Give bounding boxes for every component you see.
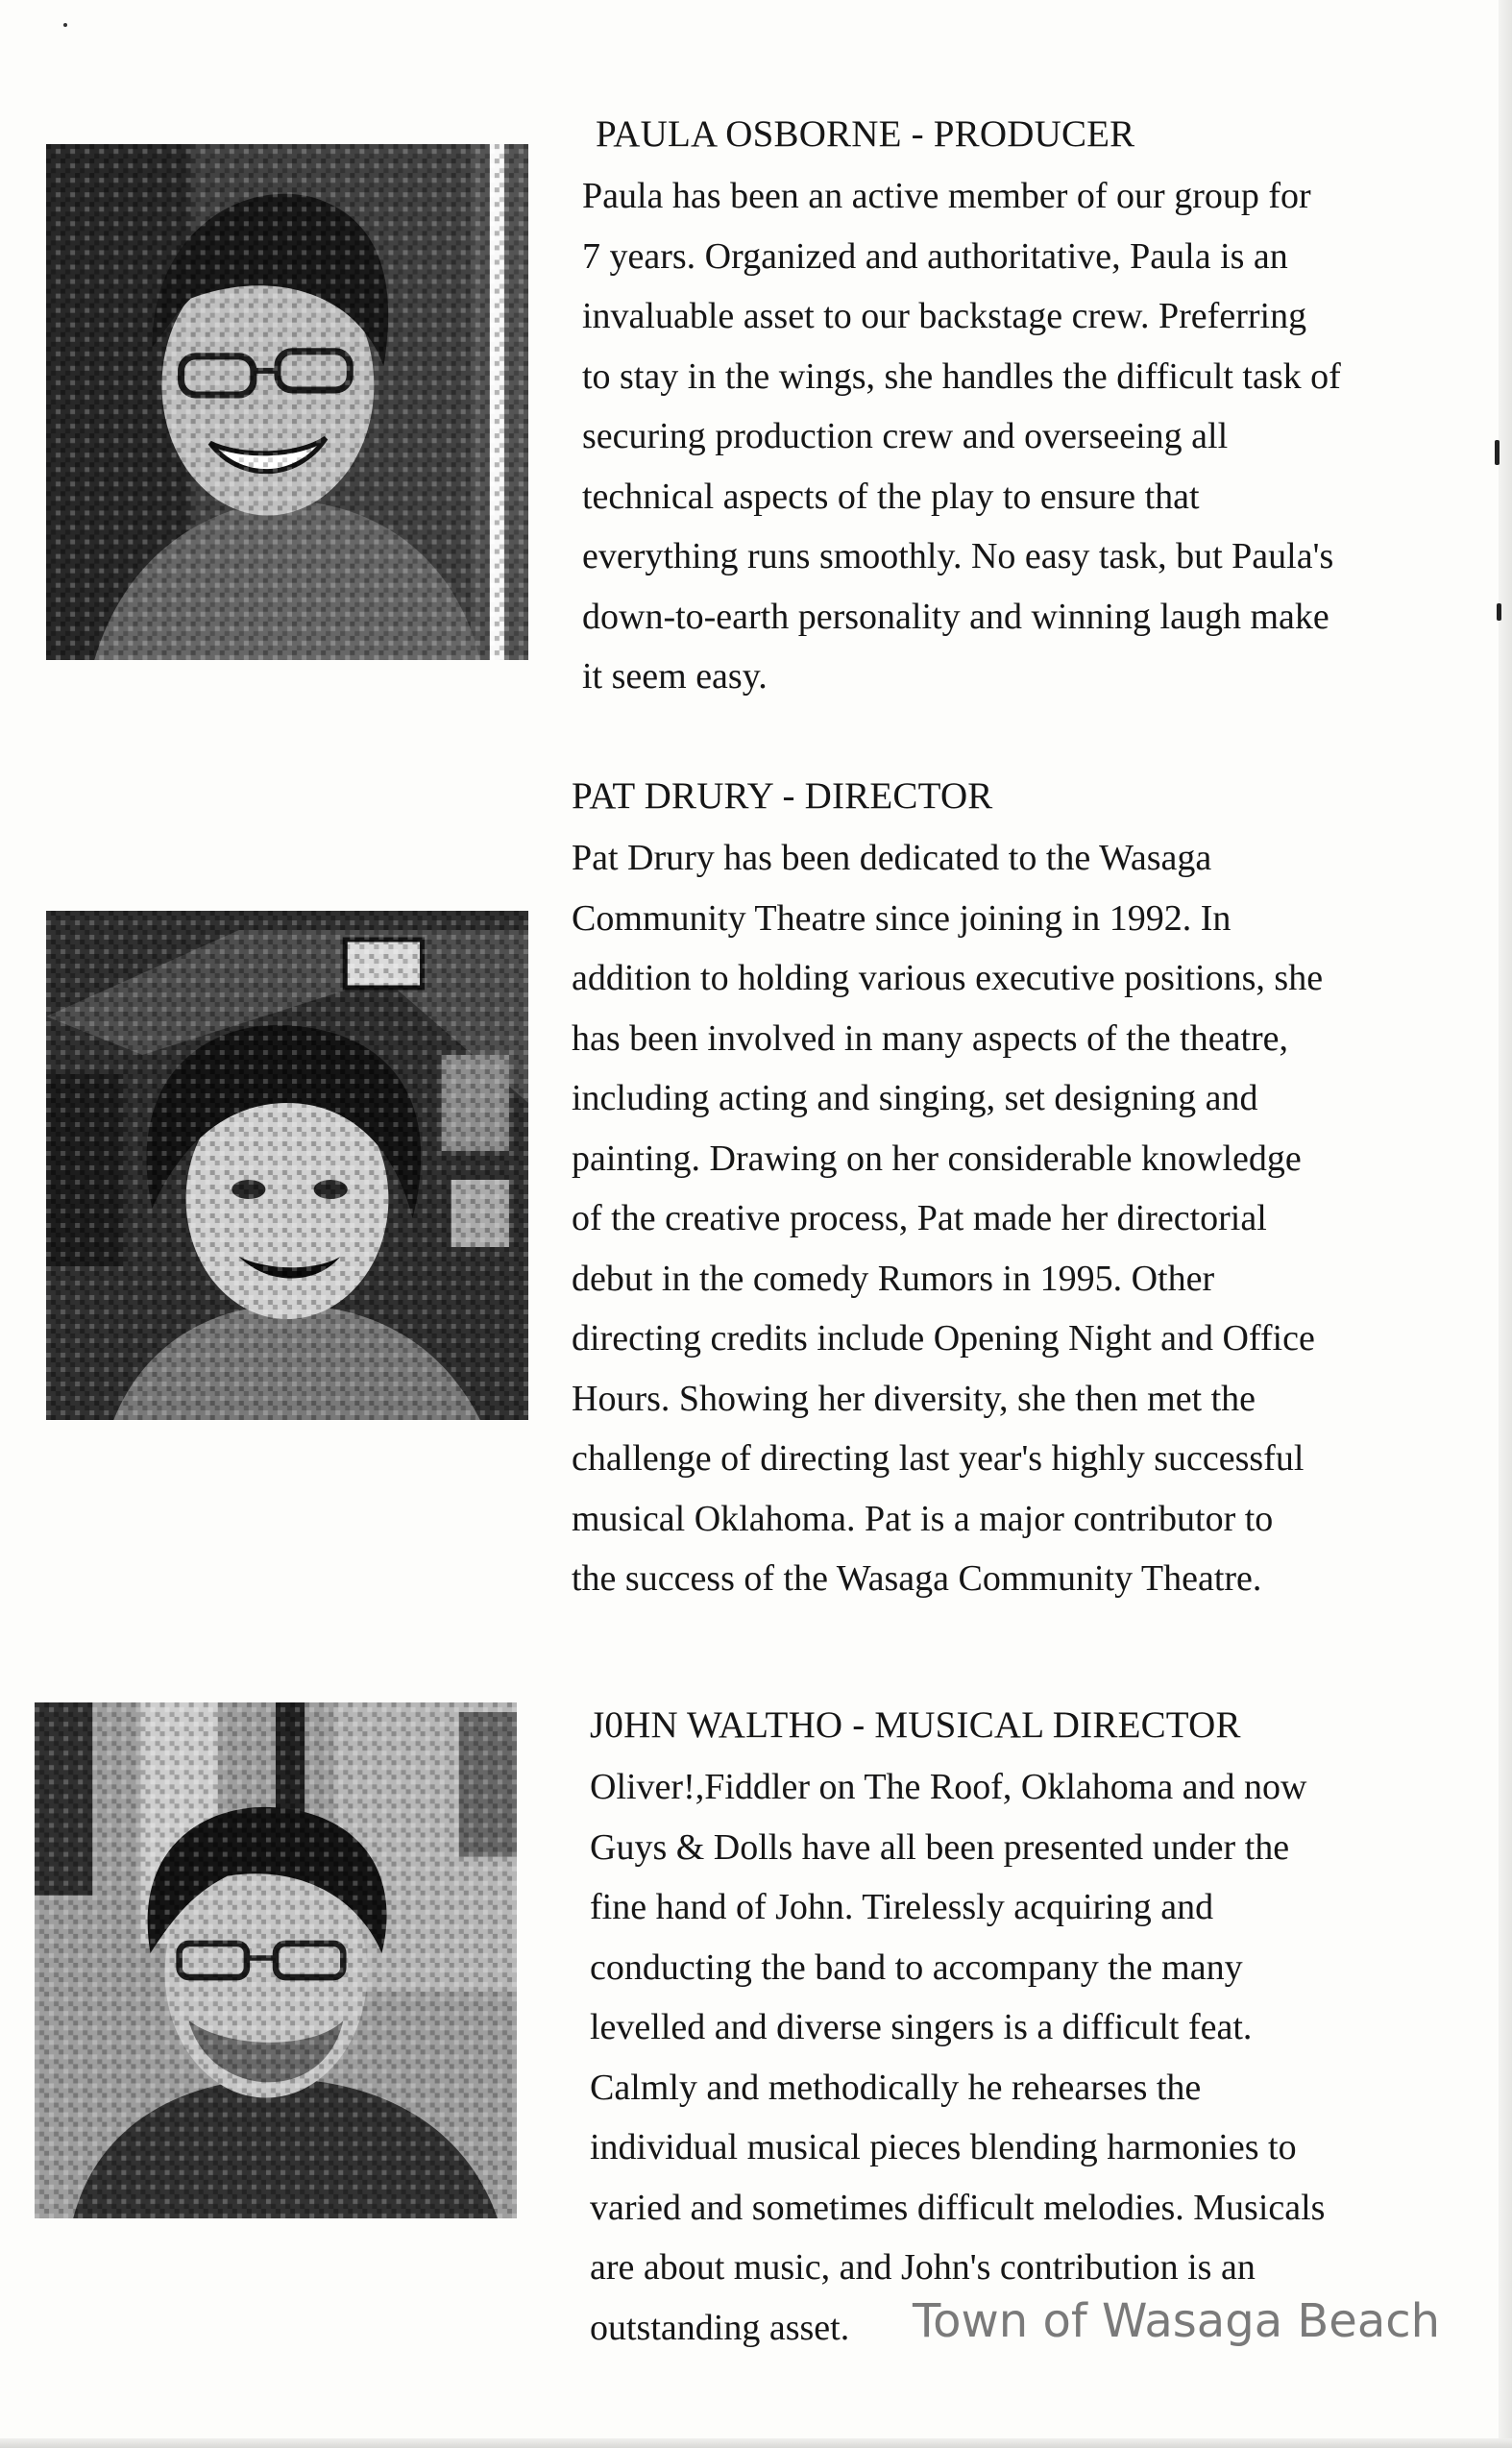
bio-line: addition to holding various executive positions, she [572, 958, 1324, 998]
bottom-edge [0, 2438, 1512, 2448]
profile-john-waltho [590, 1703, 1512, 2358]
paula-osborne-photo [46, 144, 528, 660]
bio-line: individual musical pieces blending harmonies to [590, 2127, 1297, 2167]
profile-paula-osborne [582, 112, 1504, 707]
bio-line: conducting the band to accompany the many [590, 1946, 1243, 1988]
portrait-photo-icon [46, 911, 528, 1420]
bio-line: Oliver!,Fiddler on The Roof, Oklahoma and now [590, 1767, 1307, 1807]
portrait-photo-icon [46, 144, 528, 660]
bio-line: invaluable asset to our backstage crew. Preferring [582, 296, 1307, 336]
profile-pat-drury [572, 774, 1494, 1609]
bio-line: including acting and singing, set designing and [572, 1078, 1258, 1118]
bio-line: everything runs smoothly. No easy task, but Paula's [582, 536, 1334, 576]
bio-line: levelled and diverse singers is a difficult feat. [590, 2007, 1253, 2047]
portrait-photo-icon [35, 1702, 517, 2218]
bio-line: Hours. Showing her diversity, she then met the [572, 1378, 1256, 1419]
bio-line: challenge of directing last year's highly successful [572, 1438, 1305, 1479]
bio-line: Paula has been an active member of our group for [582, 176, 1311, 216]
bio-line: Pat Drury has been dedicated to the Wasaga [572, 838, 1212, 878]
profile-bio [590, 1757, 1512, 2358]
scan-speck [63, 23, 67, 27]
bio-line: down-to-earth personality and winning laugh make [582, 596, 1329, 637]
bio-line: technical aspects of the play to ensure that [582, 476, 1200, 517]
bio-line: fine hand of John. Tirelessly acquiring and [590, 1887, 1214, 1927]
john-waltho-photo [35, 1702, 517, 2218]
profile-title: J0HN WALTHO - MUSICAL DIRECTOR [590, 1704, 1241, 1746]
pat-drury-photo [46, 911, 528, 1420]
bio-line: painting. Drawing on her considerable knowledge [572, 1138, 1302, 1179]
profile-bio [572, 828, 1494, 1609]
bio-line: has been involved in many aspects of the theatre, [572, 1017, 1289, 1059]
bio-line: Calmly and methodically he rehearses the [590, 2067, 1202, 2108]
bio-line: directing credits include Opening Night and Office [572, 1318, 1315, 1359]
bio-line: Community Theatre since joining in 1992. In [572, 897, 1232, 939]
bio-line: of the creative process, Pat made her directorial [572, 1198, 1267, 1238]
bio-line: 7 years. Organized and authoritative, Paula is an [582, 235, 1288, 277]
bio-line: are about music, and John's contribution is an [590, 2247, 1256, 2288]
profile-bio [582, 166, 1504, 707]
bio-line: it seem easy. [582, 656, 768, 697]
bio-line: the success of the Wasaga Community Theatre. [572, 1558, 1262, 1599]
bio-line: securing production crew and overseeing all [582, 416, 1229, 456]
bio-line: to stay in the wings, she handles the difficult task of [582, 355, 1341, 397]
bio-line: Guys & Dolls have all been presented under the [590, 1826, 1290, 1868]
bio-line: outstanding asset. [590, 2307, 850, 2348]
bio-line: debut in the comedy Rumors in 1995. Other [572, 1258, 1215, 1299]
profile-title: PAULA OSBORNE - PRODUCER [596, 113, 1135, 155]
profile-title: PAT DRURY - DIRECTOR [572, 775, 993, 817]
bio-line: varied and sometimes difficult melodies. Musicals [590, 2187, 1326, 2228]
watermark-credit: Town of Wasaga Beach [913, 2294, 1441, 2348]
bio-line: musical Oklahoma. Pat is a major contributor to [572, 1498, 1274, 1539]
